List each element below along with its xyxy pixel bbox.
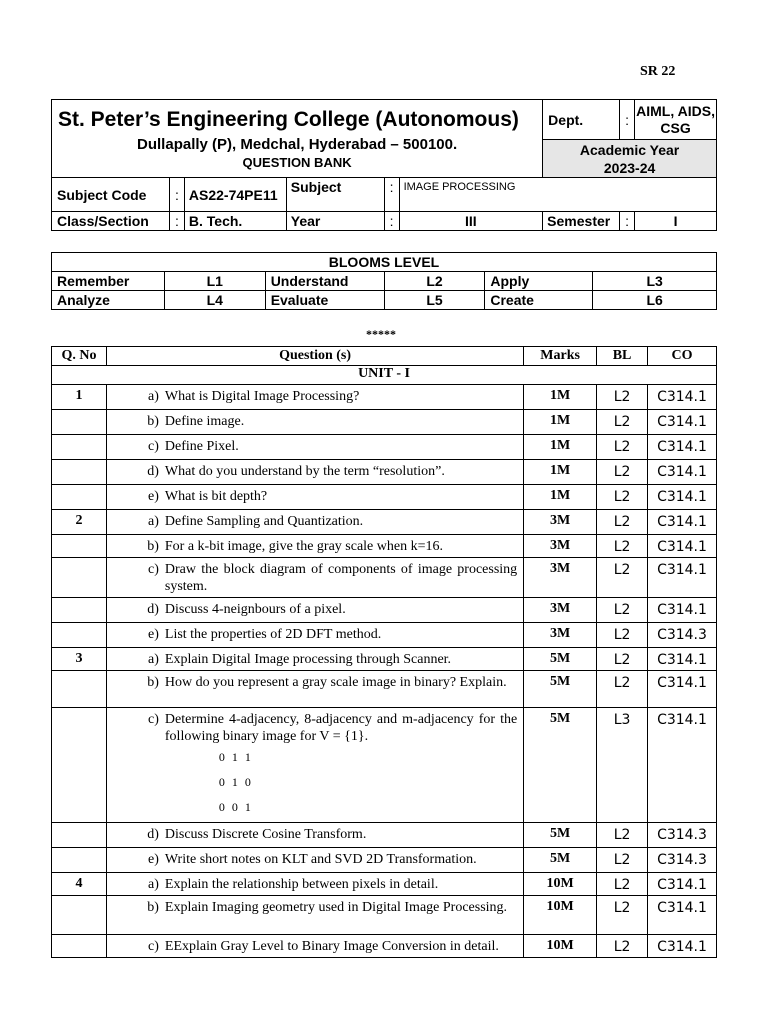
marks-cell: 3M (524, 535, 597, 558)
question-number (52, 671, 107, 708)
question-row (52, 535, 717, 558)
course-outcome-cell: C314.1 (648, 558, 717, 598)
question-text: Explain Digital Image processing through Scanner. (164, 652, 452, 667)
question-label: e) (148, 489, 159, 504)
course-outcome-cell: C314.1 (648, 935, 717, 958)
question-row (52, 935, 717, 958)
question-label: b) (147, 900, 159, 915)
question-label: a) (148, 877, 159, 892)
question-label: a) (148, 514, 159, 529)
bloom-level-cell: L2 (597, 558, 648, 598)
dept-label: Dept. (543, 100, 620, 140)
bloom-level-cell: L2 (597, 823, 648, 848)
course-outcome-cell: C314.1 (648, 410, 717, 435)
question-number (52, 623, 107, 648)
question-text: Define Pixel. (164, 439, 239, 454)
question-label: c) (148, 712, 159, 727)
question-text: Discuss 4-neignbours of a pixel. (164, 602, 346, 617)
subject-code-value: AS22-74PE11 (184, 178, 286, 212)
header-qno: Q. No (52, 347, 107, 366)
binary-image-matrix (107, 745, 517, 820)
question-label: b) (147, 675, 159, 690)
marks-cell: 5M (524, 671, 597, 708)
question-row (52, 460, 717, 485)
class-colon: : (169, 212, 184, 231)
question-text: How do you represent a gray scale image in binary? Explain. (164, 675, 507, 690)
question-row (52, 823, 717, 848)
course-outcome-cell: C314.3 (648, 848, 717, 873)
header-bl: BL (597, 347, 648, 366)
question-number (52, 598, 107, 623)
blooms-cell: Evaluate (265, 291, 384, 310)
subject-code-colon: : (169, 178, 184, 212)
question-row (52, 708, 717, 823)
semester-value: I (635, 212, 717, 231)
bloom-level-cell: L2 (597, 648, 648, 671)
bloom-level-cell: L2 (597, 460, 648, 485)
question-text: What is bit depth? (164, 489, 268, 504)
question-label: d) (147, 464, 159, 479)
blooms-cell: Understand (265, 272, 384, 291)
question-number (52, 410, 107, 435)
course-outcome-cell: C314.1 (648, 385, 717, 410)
bloom-level-cell: L2 (597, 671, 648, 708)
bloom-level-cell: L2 (597, 873, 648, 896)
marks-cell: 5M (524, 848, 597, 873)
marks-cell: 5M (524, 708, 597, 823)
class-value: B. Tech. (184, 212, 286, 231)
question-text: What is Digital Image Processing? (164, 389, 360, 404)
question-text: Draw the block diagram of components of image processing system. (164, 562, 518, 594)
bloom-level-cell: L2 (597, 623, 648, 648)
question-label: d) (147, 602, 159, 617)
question-table (51, 346, 717, 958)
marks-cell: 1M (524, 485, 597, 510)
marks-cell: 3M (524, 598, 597, 623)
marks-cell: 10M (524, 896, 597, 935)
question-label: e) (148, 852, 159, 867)
question-number: 3 (52, 648, 107, 671)
question-label: c) (148, 939, 159, 954)
marks-cell: 10M (524, 935, 597, 958)
question-row (52, 671, 717, 708)
question-text: Define Sampling and Quantization. (164, 514, 364, 529)
question-row (52, 848, 717, 873)
course-outcome-cell: C314.1 (648, 671, 717, 708)
matrix-row: 0 0 1 (218, 800, 253, 814)
bloom-level-cell: L2 (597, 896, 648, 935)
question-row (52, 435, 717, 460)
question-row (52, 510, 717, 535)
blooms-cell: Apply (485, 272, 593, 291)
unit-title: UNIT - I (52, 366, 717, 385)
marks-cell: 3M (524, 558, 597, 598)
question-row (52, 385, 717, 410)
subject-colon: : (384, 178, 399, 212)
blooms-level-table (51, 252, 717, 310)
question-row (52, 598, 717, 623)
question-label: c) (148, 562, 159, 577)
bloom-level-cell: L2 (597, 598, 648, 623)
question-number: 1 (52, 385, 107, 410)
question-label: c) (148, 439, 159, 454)
question-row (52, 896, 717, 935)
question-row (52, 410, 717, 435)
marks-cell: 1M (524, 410, 597, 435)
course-outcome-cell: C314.1 (648, 485, 717, 510)
marks-cell: 1M (524, 435, 597, 460)
question-text: What do you understand by the term “resolution”. (164, 464, 445, 479)
college-address: Dullapally (P), Medchal, Hyderabad – 500100. (137, 135, 458, 153)
document-code: SR 22 (640, 64, 676, 79)
question-text: EExplain Gray Level to Binary Image Conversion in detail. (164, 939, 499, 954)
question-row (52, 873, 717, 896)
dept-value: AIML, AIDS, CSG (635, 100, 717, 140)
blooms-cell: L6 (593, 291, 717, 310)
marks-cell: 5M (524, 823, 597, 848)
question-row (52, 485, 717, 510)
question-label: b) (147, 539, 159, 554)
course-outcome-cell: C314.3 (648, 823, 717, 848)
marks-cell: 1M (524, 460, 597, 485)
question-text: Write short notes on KLT and SVD 2D Transformation. (164, 852, 477, 867)
question-text: Determine 4-adjacency, 8-adjacency and m-adjacency for the following binary image for V = {1}. (164, 712, 518, 744)
marks-cell: 3M (524, 623, 597, 648)
college-name: St. Peter’s Engineering College (Autonomous) (58, 107, 519, 131)
question-number (52, 848, 107, 873)
course-outcome-cell: C314.1 (648, 896, 717, 935)
question-number (52, 460, 107, 485)
blooms-title: BLOOMS LEVEL (52, 253, 717, 272)
marks-cell: 1M (524, 385, 597, 410)
question-label: a) (148, 652, 159, 667)
course-outcome-cell: C314.1 (648, 535, 717, 558)
blooms-row (52, 272, 717, 291)
bloom-level-cell: L2 (597, 410, 648, 435)
course-outcome-cell: C314.1 (648, 435, 717, 460)
question-text: For a k-bit image, give the gray scale when k=16. (164, 539, 443, 554)
dept-colon: : (620, 100, 635, 140)
year-label: Year (286, 212, 384, 231)
question-row (52, 623, 717, 648)
matrix-row: 0 1 0 (218, 775, 253, 789)
bloom-level-cell: L2 (597, 435, 648, 460)
semester-label: Semester (543, 212, 620, 231)
bloom-level-cell: L2 (597, 485, 648, 510)
question-text: Explain the relationship between pixels in detail. (164, 877, 439, 892)
course-outcome-cell: C314.1 (648, 460, 717, 485)
matrix-row: 0 1 1 (218, 750, 253, 764)
course-outcome-cell: C314.1 (648, 598, 717, 623)
question-number (52, 535, 107, 558)
header-marks: Marks (524, 347, 597, 366)
blooms-cell: L4 (164, 291, 265, 310)
bloom-level-cell: L3 (597, 708, 648, 823)
question-number: 4 (52, 873, 107, 896)
academic-year-label: Academic Year (579, 141, 680, 158)
question-number (52, 558, 107, 598)
year-value: III (399, 212, 543, 231)
question-number (52, 435, 107, 460)
semester-colon: : (620, 212, 635, 231)
question-number (52, 935, 107, 958)
header-question: Question (s) (106, 347, 523, 366)
question-text: Explain Imaging geometry used in Digital Image Processing. (164, 900, 508, 915)
course-outcome-cell: C314.1 (648, 648, 717, 671)
blooms-cell: L2 (384, 272, 485, 291)
blooms-row (52, 291, 717, 310)
bloom-level-cell: L2 (597, 848, 648, 873)
question-label: e) (148, 627, 159, 642)
year-colon: : (384, 212, 399, 231)
bloom-level-cell: L2 (597, 935, 648, 958)
question-row (52, 648, 717, 671)
question-text: Discuss Discrete Cosine Transform. (164, 827, 367, 842)
document-type: QUESTION BANK (242, 154, 352, 170)
marks-cell: 5M (524, 648, 597, 671)
marks-cell: 10M (524, 873, 597, 896)
question-number: 2 (52, 510, 107, 535)
question-text: Define image. (164, 414, 245, 429)
subject-label: Subject (286, 178, 384, 212)
bloom-level-cell: L2 (597, 510, 648, 535)
question-row (52, 558, 717, 598)
blooms-cell: L1 (164, 272, 265, 291)
question-label: d) (147, 827, 159, 842)
blooms-cell: L3 (593, 272, 717, 291)
academic-year-value: 2023-24 (603, 159, 656, 176)
course-outcome-cell: C314.1 (648, 873, 717, 896)
blooms-cell: Create (485, 291, 593, 310)
marks-cell: 3M (524, 510, 597, 535)
separator-stars: ***** (366, 327, 396, 341)
header-table (51, 99, 717, 231)
course-outcome-cell: C314.1 (648, 708, 717, 823)
question-number (52, 896, 107, 935)
class-label: Class/Section (52, 212, 170, 231)
header-co: CO (648, 347, 717, 366)
blooms-cell: L5 (384, 291, 485, 310)
subject-code-label: Subject Code (52, 178, 170, 212)
subject-value: IMAGE PROCESSING (399, 178, 716, 212)
blooms-cell: Analyze (52, 291, 165, 310)
question-number (52, 823, 107, 848)
question-text: List the properties of 2D DFT method. (164, 627, 382, 642)
course-outcome-cell: C314.1 (648, 510, 717, 535)
bloom-level-cell: L2 (597, 385, 648, 410)
question-number (52, 708, 107, 823)
question-number (52, 485, 107, 510)
bloom-level-cell: L2 (597, 535, 648, 558)
blooms-cell: Remember (52, 272, 165, 291)
question-label: b) (147, 414, 159, 429)
question-label: a) (148, 389, 159, 404)
course-outcome-cell: C314.3 (648, 623, 717, 648)
